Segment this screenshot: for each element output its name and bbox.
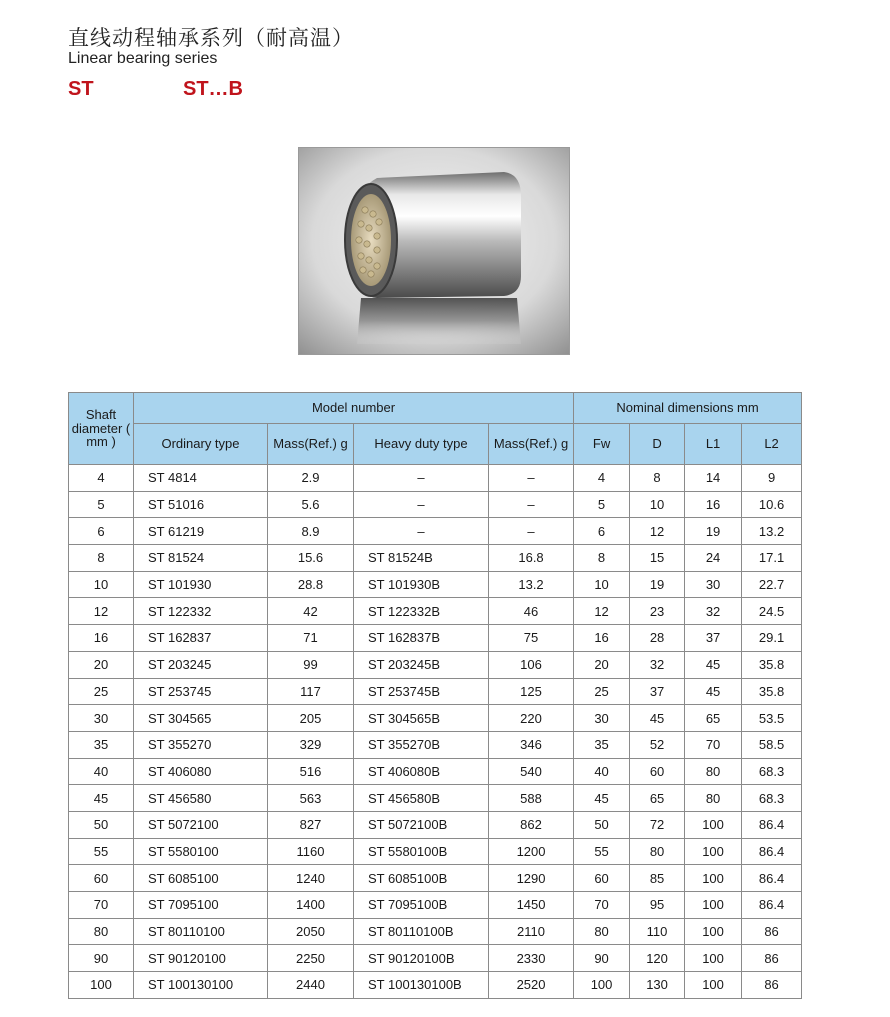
cell-l1: 37 [685, 625, 742, 652]
cell-d: 12 [630, 518, 685, 545]
cell-l1: 45 [685, 678, 742, 705]
cell-l2: 86 [742, 918, 802, 945]
cell-d: 15 [630, 545, 685, 572]
table-row [69, 865, 802, 892]
cell-ordinary-type: ST 80110100 [134, 918, 268, 945]
cell-mass-ordinary: 205 [268, 705, 354, 732]
series-code-ordinary: ST [68, 78, 94, 100]
table-row [69, 598, 802, 625]
cell-l1: 100 [685, 892, 742, 919]
cell-l1: 65 [685, 705, 742, 732]
table-row [69, 785, 802, 812]
cell-d: 85 [630, 865, 685, 892]
cell-shaft-diameter: 40 [69, 758, 134, 785]
cell-shaft-diameter: 16 [69, 625, 134, 652]
cell-l2: 58.5 [742, 731, 802, 758]
cell-mass-ordinary: 1400 [268, 892, 354, 919]
cell-d: 23 [630, 598, 685, 625]
cell-mass-heavy: 2520 [489, 972, 574, 999]
cell-shaft-diameter: 12 [69, 598, 134, 625]
cell-heavy-duty-type: – [354, 518, 489, 545]
cell-fw: 60 [574, 865, 630, 892]
cell-mass-ordinary: 2250 [268, 945, 354, 972]
col-header-model-number: Model number [134, 393, 574, 424]
cell-mass-ordinary: 42 [268, 598, 354, 625]
cell-mass-heavy: – [489, 518, 574, 545]
cell-fw: 12 [574, 598, 630, 625]
cell-d: 52 [630, 731, 685, 758]
cell-fw: 4 [574, 465, 630, 492]
table-row [69, 892, 802, 919]
cell-mass-heavy: – [489, 465, 574, 492]
cell-l1: 100 [685, 838, 742, 865]
cell-l2: 86.4 [742, 811, 802, 838]
table-row [69, 838, 802, 865]
cell-l1: 14 [685, 465, 742, 492]
cell-l1: 70 [685, 731, 742, 758]
cell-l2: 35.8 [742, 651, 802, 678]
cell-mass-ordinary: 329 [268, 731, 354, 758]
cell-d: 120 [630, 945, 685, 972]
cell-mass-ordinary: 117 [268, 678, 354, 705]
cell-mass-ordinary: 2440 [268, 972, 354, 999]
cell-shaft-diameter: 6 [69, 518, 134, 545]
cell-shaft-diameter: 10 [69, 571, 134, 598]
cell-heavy-duty-type: ST 456580B [354, 785, 489, 812]
cell-shaft-diameter: 20 [69, 651, 134, 678]
cell-shaft-diameter: 100 [69, 972, 134, 999]
cell-d: 95 [630, 892, 685, 919]
cell-d: 80 [630, 838, 685, 865]
table-row [69, 651, 802, 678]
cell-l2: 53.5 [742, 705, 802, 732]
cell-ordinary-type: ST 162837 [134, 625, 268, 652]
cell-l2: 86 [742, 945, 802, 972]
cell-ordinary-type: ST 100130100 [134, 972, 268, 999]
cell-fw: 10 [574, 571, 630, 598]
cell-ordinary-type: ST 101930 [134, 571, 268, 598]
col-header-mass-heavy: Mass(Ref.) g [489, 424, 574, 465]
col-header-nominal-dimensions: Nominal dimensions mm [574, 393, 802, 424]
cell-l2: 68.3 [742, 785, 802, 812]
table-row [69, 678, 802, 705]
table-row [69, 625, 802, 652]
cell-ordinary-type: ST 5072100 [134, 811, 268, 838]
cell-d: 10 [630, 491, 685, 518]
cell-fw: 8 [574, 545, 630, 572]
cell-l1: 100 [685, 945, 742, 972]
col-header-d: D [630, 424, 685, 465]
cell-mass-ordinary: 8.9 [268, 518, 354, 545]
cell-heavy-duty-type: ST 406080B [354, 758, 489, 785]
cell-shaft-diameter: 55 [69, 838, 134, 865]
cell-heavy-duty-type: ST 304565B [354, 705, 489, 732]
cell-ordinary-type: ST 406080 [134, 758, 268, 785]
cell-ordinary-type: ST 6085100 [134, 865, 268, 892]
cell-l1: 100 [685, 918, 742, 945]
table-row [69, 518, 802, 545]
cell-mass-heavy: 540 [489, 758, 574, 785]
cell-shaft-diameter: 80 [69, 918, 134, 945]
cell-heavy-duty-type: ST 253745B [354, 678, 489, 705]
cell-ordinary-type: ST 253745 [134, 678, 268, 705]
cell-heavy-duty-type: ST 122332B [354, 598, 489, 625]
cell-ordinary-type: ST 203245 [134, 651, 268, 678]
cell-mass-heavy: 75 [489, 625, 574, 652]
table-row [69, 758, 802, 785]
cell-mass-heavy: 588 [489, 785, 574, 812]
cell-l1: 100 [685, 865, 742, 892]
cell-l2: 24.5 [742, 598, 802, 625]
cell-mass-heavy: 220 [489, 705, 574, 732]
cell-shaft-diameter: 35 [69, 731, 134, 758]
table-row [69, 545, 802, 572]
cell-mass-heavy: 2110 [489, 918, 574, 945]
cell-shaft-diameter: 70 [69, 892, 134, 919]
cell-ordinary-type: ST 90120100 [134, 945, 268, 972]
cell-shaft-diameter: 45 [69, 785, 134, 812]
cell-ordinary-type: ST 61219 [134, 518, 268, 545]
cell-fw: 30 [574, 705, 630, 732]
cell-l1: 80 [685, 785, 742, 812]
cell-mass-ordinary: 1160 [268, 838, 354, 865]
cell-ordinary-type: ST 7095100 [134, 892, 268, 919]
col-header-fw: Fw [574, 424, 630, 465]
cell-fw: 5 [574, 491, 630, 518]
cell-shaft-diameter: 50 [69, 811, 134, 838]
cell-l1: 80 [685, 758, 742, 785]
cell-heavy-duty-type: ST 81524B [354, 545, 489, 572]
cell-heavy-duty-type: ST 80110100B [354, 918, 489, 945]
cell-heavy-duty-type: – [354, 491, 489, 518]
cell-mass-heavy: 1200 [489, 838, 574, 865]
cell-heavy-duty-type: ST 203245B [354, 651, 489, 678]
table-row [69, 465, 802, 492]
cell-mass-ordinary: 28.8 [268, 571, 354, 598]
table-row [69, 571, 802, 598]
cell-fw: 80 [574, 918, 630, 945]
cell-shaft-diameter: 5 [69, 491, 134, 518]
cell-shaft-diameter: 60 [69, 865, 134, 892]
cell-l2: 13.2 [742, 518, 802, 545]
table-row [69, 918, 802, 945]
cell-fw: 55 [574, 838, 630, 865]
cell-l1: 100 [685, 972, 742, 999]
cell-shaft-diameter: 25 [69, 678, 134, 705]
cell-l2: 86.4 [742, 865, 802, 892]
cell-shaft-diameter: 4 [69, 465, 134, 492]
cell-d: 60 [630, 758, 685, 785]
cell-l2: 86.4 [742, 838, 802, 865]
cell-l2: 10.6 [742, 491, 802, 518]
cell-fw: 20 [574, 651, 630, 678]
col-header-shaft-diameter: Shaft diameter ( mm ) [69, 393, 134, 465]
cell-heavy-duty-type: ST 101930B [354, 571, 489, 598]
cell-heavy-duty-type: ST 162837B [354, 625, 489, 652]
cell-mass-ordinary: 15.6 [268, 545, 354, 572]
cell-l1: 16 [685, 491, 742, 518]
cell-d: 19 [630, 571, 685, 598]
table-row [69, 972, 802, 999]
cell-heavy-duty-type: ST 5580100B [354, 838, 489, 865]
cell-mass-ordinary: 71 [268, 625, 354, 652]
cell-fw: 100 [574, 972, 630, 999]
cell-mass-ordinary: 1240 [268, 865, 354, 892]
cell-l2: 22.7 [742, 571, 802, 598]
cell-fw: 70 [574, 892, 630, 919]
col-header-l1: L1 [685, 424, 742, 465]
cell-fw: 50 [574, 811, 630, 838]
cell-l1: 45 [685, 651, 742, 678]
cell-l1: 19 [685, 518, 742, 545]
cell-l1: 30 [685, 571, 742, 598]
cell-l2: 68.3 [742, 758, 802, 785]
cell-mass-ordinary: 2050 [268, 918, 354, 945]
cell-mass-heavy: 106 [489, 651, 574, 678]
cell-l1: 24 [685, 545, 742, 572]
cell-d: 130 [630, 972, 685, 999]
cell-l2: 17.1 [742, 545, 802, 572]
cell-mass-heavy: 46 [489, 598, 574, 625]
cell-heavy-duty-type: ST 5072100B [354, 811, 489, 838]
cell-ordinary-type: ST 5580100 [134, 838, 268, 865]
product-photo [298, 147, 570, 355]
cell-d: 32 [630, 651, 685, 678]
col-header-heavy-duty-type: Heavy duty type [354, 424, 489, 465]
table-row [69, 491, 802, 518]
cell-heavy-duty-type: ST 100130100B [354, 972, 489, 999]
cell-l2: 86.4 [742, 892, 802, 919]
cell-mass-ordinary: 516 [268, 758, 354, 785]
cell-l1: 100 [685, 811, 742, 838]
specification-table [68, 392, 802, 999]
cell-heavy-duty-type: – [354, 465, 489, 492]
cell-shaft-diameter: 30 [69, 705, 134, 732]
cell-mass-heavy: 1290 [489, 865, 574, 892]
cell-fw: 6 [574, 518, 630, 545]
cell-fw: 45 [574, 785, 630, 812]
cell-ordinary-type: ST 122332 [134, 598, 268, 625]
cell-fw: 40 [574, 758, 630, 785]
cell-fw: 90 [574, 945, 630, 972]
cell-d: 72 [630, 811, 685, 838]
cell-d: 28 [630, 625, 685, 652]
table-body [69, 465, 802, 999]
cell-mass-ordinary: 563 [268, 785, 354, 812]
cell-l2: 9 [742, 465, 802, 492]
cell-mass-heavy: 2330 [489, 945, 574, 972]
cell-l2: 86 [742, 972, 802, 999]
table-row [69, 945, 802, 972]
cell-mass-ordinary: 2.9 [268, 465, 354, 492]
cell-mass-heavy: 125 [489, 678, 574, 705]
cell-d: 8 [630, 465, 685, 492]
cell-ordinary-type: ST 81524 [134, 545, 268, 572]
cell-mass-ordinary: 99 [268, 651, 354, 678]
cell-mass-heavy: 346 [489, 731, 574, 758]
table-row [69, 731, 802, 758]
page-title-english: Linear bearing series [68, 50, 218, 67]
cell-shaft-diameter: 90 [69, 945, 134, 972]
cell-ordinary-type: ST 456580 [134, 785, 268, 812]
cell-ordinary-type: ST 355270 [134, 731, 268, 758]
cell-ordinary-type: ST 304565 [134, 705, 268, 732]
cell-ordinary-type: ST 4814 [134, 465, 268, 492]
series-code-heavy-duty: ST…B [183, 78, 243, 100]
cell-mass-heavy: 862 [489, 811, 574, 838]
cell-l2: 35.8 [742, 678, 802, 705]
cell-mass-heavy: – [489, 491, 574, 518]
cell-d: 37 [630, 678, 685, 705]
linear-bearing-illustration [299, 148, 569, 354]
cell-fw: 35 [574, 731, 630, 758]
table-row [69, 811, 802, 838]
cell-heavy-duty-type: ST 7095100B [354, 892, 489, 919]
cell-l2: 29.1 [742, 625, 802, 652]
cell-mass-heavy: 16.8 [489, 545, 574, 572]
col-header-ordinary-type: Ordinary type [134, 424, 268, 465]
cell-shaft-diameter: 8 [69, 545, 134, 572]
col-header-l2: L2 [742, 424, 802, 465]
cell-l1: 32 [685, 598, 742, 625]
cell-heavy-duty-type: ST 355270B [354, 731, 489, 758]
cell-mass-ordinary: 5.6 [268, 491, 354, 518]
cell-fw: 25 [574, 678, 630, 705]
cell-fw: 16 [574, 625, 630, 652]
table-row [69, 705, 802, 732]
cell-d: 110 [630, 918, 685, 945]
cell-mass-heavy: 13.2 [489, 571, 574, 598]
cell-d: 65 [630, 785, 685, 812]
cell-mass-ordinary: 827 [268, 811, 354, 838]
cell-ordinary-type: ST 51016 [134, 491, 268, 518]
cell-heavy-duty-type: ST 6085100B [354, 865, 489, 892]
cell-heavy-duty-type: ST 90120100B [354, 945, 489, 972]
cell-mass-heavy: 1450 [489, 892, 574, 919]
page-title-chinese: 直线动程轴承系列（耐高温） [68, 26, 354, 50]
cell-d: 45 [630, 705, 685, 732]
col-header-mass-ordinary: Mass(Ref.) g [268, 424, 354, 465]
